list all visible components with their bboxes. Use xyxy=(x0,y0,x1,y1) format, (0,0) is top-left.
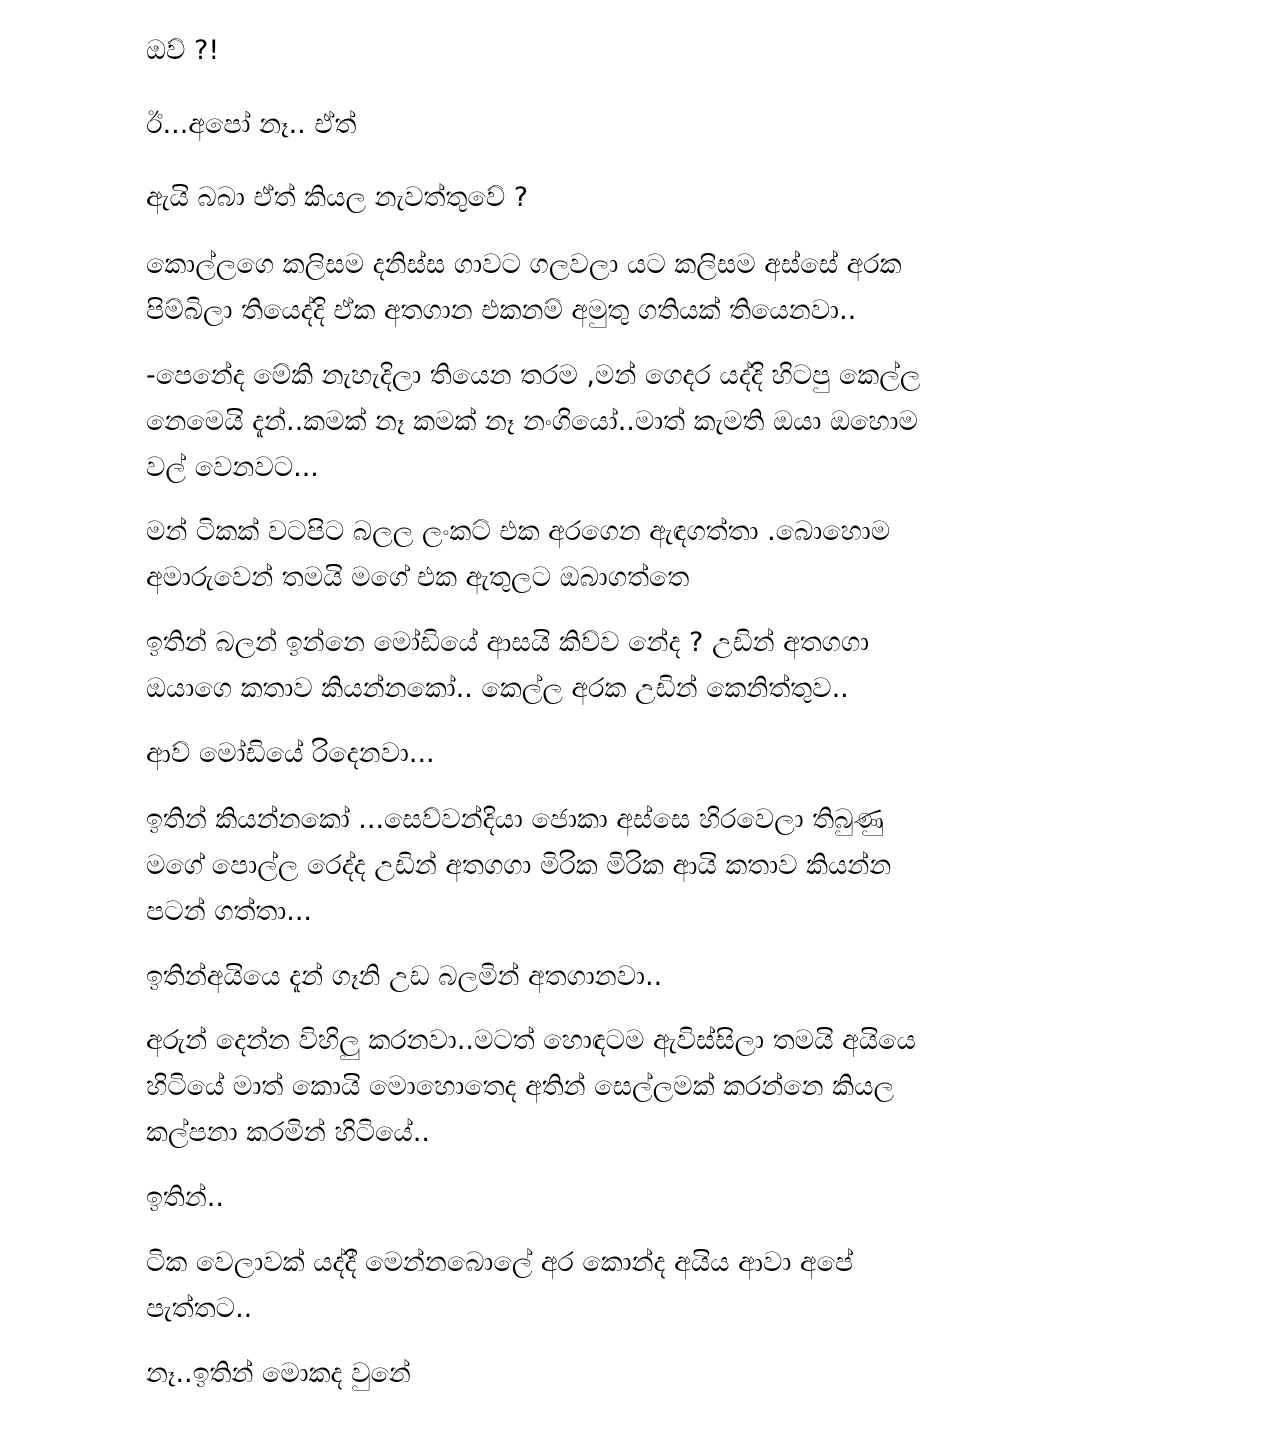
text-line: හිටියේ මාත් කොයි මොහොතෙද අතින් සෙල්ලමක් කරන්නෙ කියල xyxy=(146,1071,895,1102)
paragraph xyxy=(146,1175,1146,1221)
text-line: කොල්ලගෙ කලිසම දනිස්ස ගාවට ගලවලා යට කලිසම අස්සේ අරක xyxy=(146,249,902,280)
paragraph xyxy=(146,102,1146,148)
text-line: වල් වෙනවට... xyxy=(146,452,319,483)
text-line: නෑ..ඉතින් මොකද වුනේ xyxy=(146,1358,411,1389)
text-line: ඉතින් බලන් ඉන්නෙ මෝඩියේ ආසයි කිව්ව නේද ? උඩින් අතගගා xyxy=(146,627,870,658)
text-line: ආව් මෝඩියේ රිදෙනවා... xyxy=(146,738,435,769)
paragraph xyxy=(146,1018,1146,1156)
paragraph xyxy=(146,1240,1146,1332)
paragraph xyxy=(146,1351,1146,1397)
text-line: කල්පනා කරමින් හිටියේ.. xyxy=(146,1117,430,1148)
paragraph xyxy=(146,620,1146,712)
text-line: මන් ටිකක් වටපිට බලල ලංකට් එක අරගෙන ඇඳගත්තා .බොහොම xyxy=(146,516,891,547)
text-line: ඊ...අපෝ නෑ.. ඒත් xyxy=(146,109,357,140)
text-line: ඉතින්.. xyxy=(146,1182,224,1213)
document-page xyxy=(146,28,1146,1397)
paragraph xyxy=(146,509,1146,601)
paragraph xyxy=(146,175,1146,221)
paragraph xyxy=(146,28,1146,74)
text-line: අරුන් දෙන්න විහිලු කරනවා..මටත් හොඳටම ඇවිස්සිලා තමයි අයියෙ xyxy=(146,1025,916,1056)
text-line: පිම්බිලා තියෙද්දි ඒක අතගාන එකනම් අමුතු ගතියක් තියෙනවා.. xyxy=(146,295,857,326)
paragraph xyxy=(146,954,1146,1000)
text-line: ඉතින්අයියෙ දැන් ගෑනි උඩ බලමින් අතගානවා.. xyxy=(146,961,663,992)
paragraph xyxy=(146,797,1146,935)
text-line: ඉතින් කියන්නකෝ ...සෙව්වන්දියා ජොකා අස්සෙ හිරවෙලා තිබුණු xyxy=(146,804,884,835)
text-line: පැත්තට.. xyxy=(146,1293,253,1324)
text-line: ඔව් ?! xyxy=(146,35,220,66)
text-line: ඇයි බබා ඒත් කියල නැවත්තුවේ ? xyxy=(146,182,529,213)
text-line: මගේ පොල්ල රෙද්ද උඩින් අතගගා මිරික මිරික ආයි කතාව කියන්න xyxy=(146,850,892,881)
text-line: ටික වෙලාවක් යද්දී මෙන්නබොලේ අර කොන්ද අයිය ආවා අපේ xyxy=(146,1247,854,1278)
paragraph xyxy=(146,242,1146,334)
text-line: -පෙනේද මේකි නැහැදිලා තියෙන තරම ,මන් ගෙදර යද්දි හිටපු කෙල්ල xyxy=(146,360,921,391)
text-line: පටන් ගත්තා... xyxy=(146,896,312,927)
paragraph xyxy=(146,731,1146,777)
paragraph xyxy=(146,353,1146,491)
text-line: ඔයාගෙ කතාව කියන්නකෝ.. කෙල්ල අරක උඩින් කෙනිත්තුව.. xyxy=(146,673,849,704)
text-line: අමාරුවෙන් තමයි මගේ එක ඇතුලට ඔබාගත්තෙ xyxy=(146,562,690,593)
text-line: නෙමෙයි දැන්..කමක් නෑ කමක් නෑ නංගියෝ..මාත් කැමති ඔයා ඔහොම xyxy=(146,406,918,437)
